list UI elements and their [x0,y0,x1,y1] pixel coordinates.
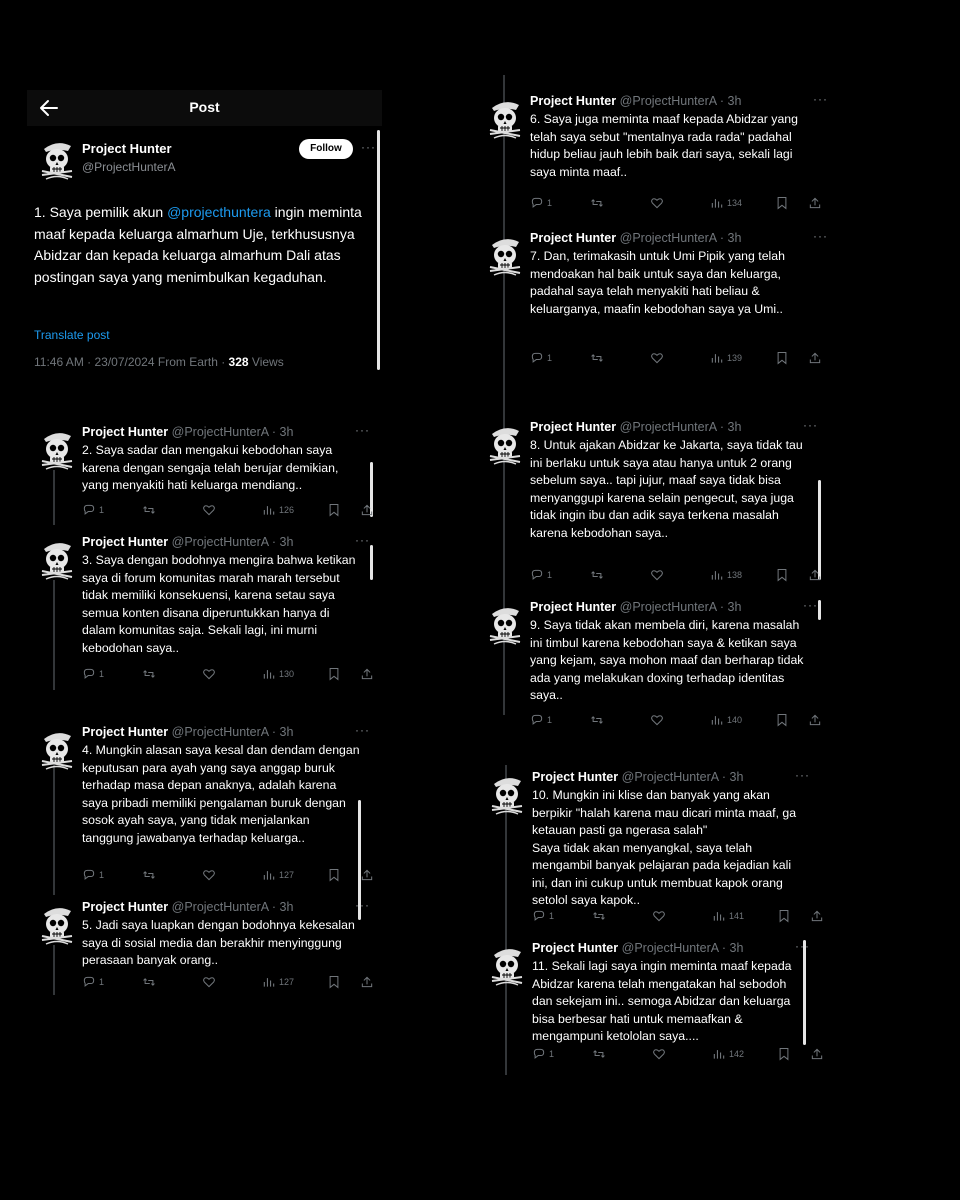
reply-icon [530,568,544,582]
bookmark-icon [327,868,341,882]
views-button[interactable] [710,567,742,583]
tweet-author[interactable] [530,600,741,614]
bookmark-icon [775,713,789,727]
retweet-button[interactable] [592,1046,606,1062]
thread-line [53,765,55,895]
like-icon [652,909,666,923]
follow-button[interactable]: Follow [299,139,353,159]
more-dots-icon[interactable]: ··· [355,898,370,912]
retweet-button[interactable] [592,908,606,924]
views-count: 139 [727,353,743,363]
views-icon [712,1047,726,1061]
tweet-text: 5. Jadi saya luapkan dengan bodohnya kekesalan saya di sosial media dan berakhir menyinggung perasaan banyak orang.. [82,918,355,967]
views-count: 140 [727,715,743,725]
like-icon [650,196,664,210]
tweet-author[interactable] [82,425,293,439]
mention-link[interactable]: @projecthuntera [167,204,271,220]
tweet-text: 4. Mungkin alasan saya kesal dan dendam dengan keputusan para ayah yang saya anggap buruk terhadap masa depan anaknya, adalah karena saya pribadi memiliki pengalaman buruk dengan sosok ayah saya, yang tidak menjalankan tanggung jawabanya terhadap keluarga.. [82,743,360,845]
author-handle[interactable]: @ProjectHunterA · 3h [171,535,294,549]
share-button[interactable] [808,350,822,366]
scrollbar[interactable] [818,600,821,620]
tweet-meta [34,355,284,369]
reply-button[interactable] [530,567,552,583]
tweet-actions [82,666,382,682]
like-button[interactable] [652,1046,666,1062]
views-count: 134 [727,198,743,208]
author-name[interactable]: Project Hunter [82,535,169,549]
bookmark-button[interactable] [775,712,789,728]
bookmark-icon [775,351,789,365]
like-icon [650,351,664,365]
tweet-author[interactable] [530,94,741,108]
views-icon [710,351,724,365]
tweet-text-part: 1. Saya pemilik akun [34,204,168,220]
author-name[interactable]: Project Hunter [82,725,169,739]
bookmark-button[interactable] [775,567,789,583]
bookmark-icon [327,503,341,517]
share-button[interactable] [810,1046,824,1062]
skull-avatar-icon[interactable] [38,537,76,581]
like-button[interactable] [202,502,216,518]
share-icon [810,909,824,923]
retweet-icon [592,1047,606,1061]
retweet-icon [590,351,604,365]
share-button[interactable] [360,974,374,990]
reply-button[interactable] [82,666,104,682]
author-name[interactable]: Project Hunter [82,425,169,439]
retweet-button[interactable] [142,974,156,990]
replies-count: 1 [547,715,553,725]
share-icon [808,568,822,582]
more-dots-icon[interactable]: ··· [795,768,810,782]
like-icon [202,975,216,989]
tweet-actions [530,567,830,583]
bookmark-icon [777,1047,791,1061]
retweet-icon [142,868,156,882]
like-button[interactable] [202,867,216,883]
reply-icon [82,503,96,517]
replies-count: 1 [547,570,553,580]
more-dots-icon[interactable]: ··· [361,140,376,154]
skull-avatar-icon[interactable] [488,772,526,816]
share-button[interactable] [808,712,822,728]
views-icon [712,909,726,923]
like-icon [202,503,216,517]
views-count: 127 [279,870,295,880]
reply-icon [530,713,544,727]
more-dots-icon[interactable]: ··· [355,533,370,547]
views-count: 138 [727,570,743,580]
bookmark-icon [327,667,341,681]
views-button[interactable] [710,712,742,728]
views-button[interactable] [262,867,294,883]
share-icon [808,713,822,727]
bookmark-icon [775,196,789,210]
tweet-text-part: ingin meminta maaf kepada keluarga almarhum Uje, terkhususnya Abidzar dan kepada keluarga almarhum Dali atas postingan saya yang menimbulkan kegaduhan. [34,204,362,285]
retweet-button[interactable] [590,195,604,211]
tweet-actions [532,1046,822,1062]
skull-avatar-icon[interactable] [38,137,76,181]
author-name[interactable]: Project Hunter [530,600,617,614]
timestamp: 11:46 AM · 23/07/2024 From Earth · [34,355,229,369]
share-icon [360,667,374,681]
replies-count: 1 [99,977,105,987]
tweet-actions [82,867,382,883]
views-count: 127 [279,977,295,987]
retweet-icon [590,196,604,210]
reply-icon [530,196,544,210]
author-handle[interactable]: @ProjectHunterA · 3h [621,941,744,955]
more-dots-icon[interactable]: ··· [795,939,810,953]
retweet-button[interactable] [590,350,604,366]
replies-count: 1 [547,198,553,208]
tweet-text: 8. Untuk ajakan Abidzar ke Jakarta, saya tidak tau ini berlaku untuk saya atau hanya untuk 2 orang sebelum saya.. tapi jujur, maaf saya tidak bisa menyanggupi karena selain pengecut, saya juga tidak ingin ibu dan adik saya terkena masalah karena kebodohan saya.. [530,438,803,540]
tweet-text: 6. Saya juga meminta maaf kepada Abidzar yang telah saya sebut "mentalnya rada rada" padahal hidup beliau jauh lebih baik dari saya, sekali lagi saya minta maaf.. [530,112,798,179]
like-icon [202,868,216,882]
views-count: 142 [729,1049,745,1059]
share-button[interactable] [360,502,374,518]
bookmark-button[interactable] [777,908,791,924]
bookmark-icon [327,975,341,989]
tweet-author[interactable] [532,941,743,955]
tweet-actions [82,974,382,990]
like-button[interactable] [650,195,664,211]
tweet-text: 11. Sekali lagi saya ingin meminta maaf kepada Abidzar karena telah mengatakan hal sebodoh dan sekejam ini.. semoga Abidzar dan keluarga bisa berbesar hati untuk memaafkan & mengampuni ketololan saya.... [532,959,792,1043]
tweet-actions [530,712,830,728]
post-header-bar [27,90,382,126]
author-name[interactable]: Project Hunter [530,420,617,434]
main-tweet-text [34,202,364,288]
author-handle[interactable]: @ProjectHunterA · 3h [621,770,744,784]
author-handle[interactable]: @ProjectHunterA · 3h [171,900,294,914]
bookmark-button[interactable] [327,974,341,990]
replies-count: 1 [547,353,553,363]
reply-icon [530,351,544,365]
bookmark-button[interactable] [777,1046,791,1062]
like-icon [202,667,216,681]
tweet-author[interactable] [530,231,741,245]
scrollbar[interactable] [370,545,373,580]
reply-icon [82,667,96,681]
skull-avatar-icon[interactable] [486,96,524,140]
more-dots-icon[interactable]: ··· [803,598,818,612]
views-button[interactable] [710,350,742,366]
tweet-actions [530,195,840,211]
like-button[interactable] [650,712,664,728]
like-button[interactable] [202,666,216,682]
replies-count: 1 [99,505,105,515]
tweet-author[interactable] [532,770,743,784]
more-dots-icon[interactable]: ··· [355,423,370,437]
reply-icon [82,975,96,989]
share-icon [810,1047,824,1061]
skull-avatar-icon[interactable] [488,943,526,987]
views-button[interactable] [262,974,294,990]
reply-button[interactable] [82,974,104,990]
author-handle[interactable]: @ProjectHunterA · 3h [171,725,294,739]
reply-button[interactable] [82,502,104,518]
reply-icon [532,1047,546,1061]
retweet-icon [142,503,156,517]
scrollbar[interactable] [803,940,806,1045]
skull-avatar-icon[interactable] [486,602,524,646]
replies-count: 1 [549,1049,555,1059]
views-icon [262,975,276,989]
tweet-author[interactable] [530,420,741,434]
scrollbar[interactable] [377,130,380,370]
more-dots-icon[interactable]: ··· [813,92,828,106]
retweet-button[interactable] [142,867,156,883]
reply-button[interactable] [532,1046,554,1062]
author-name[interactable]: Project Hunter [530,94,617,108]
bookmark-button[interactable] [327,502,341,518]
views-button[interactable] [710,195,742,211]
skull-avatar-icon[interactable] [486,233,524,277]
thread-line [53,580,55,690]
bookmark-button[interactable] [775,350,789,366]
tweet-text: 9. Saya tidak akan membela diri, karena masalah ini timbul karena kebodohan saya & ketikan saya yang kejam, saya mohon maaf dan berharap tidak ada yang melakukan doxing terhadap identitas saya.. [530,618,804,702]
author-handle[interactable]: @ProjectHunterA · 3h [619,600,742,614]
retweet-icon [590,568,604,582]
author-name[interactable]: Project Hunter [82,141,172,156]
tweet-author[interactable] [82,535,293,549]
page-title: Post [189,99,220,115]
author-name[interactable]: Project Hunter [532,770,619,784]
retweet-icon [590,713,604,727]
more-dots-icon[interactable]: ··· [813,229,828,243]
tweet-actions [530,350,840,366]
share-icon [360,975,374,989]
replies-count: 1 [99,669,105,679]
views-button[interactable] [262,502,294,518]
share-button[interactable] [808,195,822,211]
more-dots-icon[interactable]: ··· [803,418,818,432]
reply-icon [82,868,96,882]
tweet-text: 10. Mungkin ini klise dan banyak yang akan berpikir "halah karena mau dicari minta maaf, ga ketauan pasti ga ngerasa salah" Saya tidak akan menyangkal, saya telah mengambil banyak pelajaran pada kejadian kali ini, dan ini cukup untuk membuat kapok orang setolol saya kapok.. [532,788,797,907]
reply-button[interactable] [530,350,552,366]
bookmark-button[interactable] [327,666,341,682]
skull-avatar-icon[interactable] [486,422,524,466]
replies-count: 1 [549,911,555,921]
skull-avatar-icon[interactable] [38,427,76,471]
skull-avatar-icon[interactable] [38,727,76,771]
share-button[interactable] [360,867,374,883]
retweet-button[interactable] [142,502,156,518]
translate-post-link[interactable]: Translate post [34,328,110,342]
views-icon [262,868,276,882]
like-button[interactable] [202,974,216,990]
reply-button[interactable] [532,908,554,924]
share-icon [360,868,374,882]
views-button[interactable] [712,1046,744,1062]
views-button[interactable] [712,908,744,924]
scrollbar[interactable] [818,480,821,580]
views-label: Views [248,355,284,369]
like-button[interactable] [652,908,666,924]
bookmark-button[interactable] [775,195,789,211]
author-name[interactable]: Project Hunter [532,941,619,955]
thread-line [53,470,55,525]
like-button[interactable] [650,567,664,583]
more-dots-icon[interactable]: ··· [355,723,370,737]
tweet-author[interactable] [82,725,293,739]
views-icon [262,667,276,681]
bookmark-icon [777,909,791,923]
like-button[interactable] [650,350,664,366]
retweet-button[interactable] [142,666,156,682]
reply-button[interactable] [530,195,552,211]
retweet-icon [592,909,606,923]
tweet-actions [82,502,382,518]
tweet-text: 3. Saya dengan bodohnya mengira bahwa ketikan saya di forum komunitas marah marah tersebut tidak memiliki konsekuensi, karena setau saya semua konten disana diperuntukkan hanya di dalam komunitas saja. Sekali lagi, ini murni kebodohan saya.. [82,553,356,655]
replies-count: 1 [99,870,105,880]
skull-avatar-icon[interactable] [38,902,76,946]
share-icon [808,196,822,210]
reply-icon [532,909,546,923]
views-icon [710,713,724,727]
views-button[interactable] [262,666,294,682]
like-icon [650,568,664,582]
reply-button[interactable] [82,867,104,883]
retweet-button[interactable] [590,712,604,728]
share-icon [360,503,374,517]
views-icon [262,503,276,517]
views-icon [710,196,724,210]
reply-button[interactable] [530,712,552,728]
views-count: 130 [279,669,295,679]
thread-line [53,945,55,995]
author-name[interactable]: Project Hunter [82,900,169,914]
views-icon [710,568,724,582]
share-icon [808,351,822,365]
bookmark-button[interactable] [327,867,341,883]
retweet-icon [142,975,156,989]
like-icon [650,713,664,727]
author-name[interactable]: Project Hunter [530,231,617,245]
bookmark-icon [775,568,789,582]
author-handle[interactable]: @ProjectHunterA · 3h [619,420,742,434]
like-icon [652,1047,666,1061]
share-button[interactable] [810,908,824,924]
views-count: 141 [729,911,745,921]
share-button[interactable] [360,666,374,682]
tweet-text: 7. Dan, terimakasih untuk Umi Pipik yang telah mendoakan hal baik untuk saya dan keluarga, padahal saya telah menyakiti hati beliau & keluarganya, maafin kebodohan saya ya Umi.. [530,249,785,316]
author-handle[interactable]: @ProjectHunterA · 3h [619,94,742,108]
author-handle[interactable]: @ProjectHunterA [82,160,176,174]
retweet-icon [142,667,156,681]
tweet-actions [532,908,822,924]
retweet-button[interactable] [590,567,604,583]
author-handle[interactable]: @ProjectHunterA · 3h [171,425,294,439]
views-count: 328 [228,355,249,369]
share-button[interactable] [808,567,822,583]
author-handle[interactable]: @ProjectHunterA · 3h [619,231,742,245]
tweet-text: 2. Saya sadar dan mengakui kebodohan saya karena dengan sengaja telah berujar demikian, yang menyakiti hati keluarga mendiang.. [82,443,339,492]
views-count: 126 [279,505,295,515]
tweet-author[interactable] [82,900,293,914]
